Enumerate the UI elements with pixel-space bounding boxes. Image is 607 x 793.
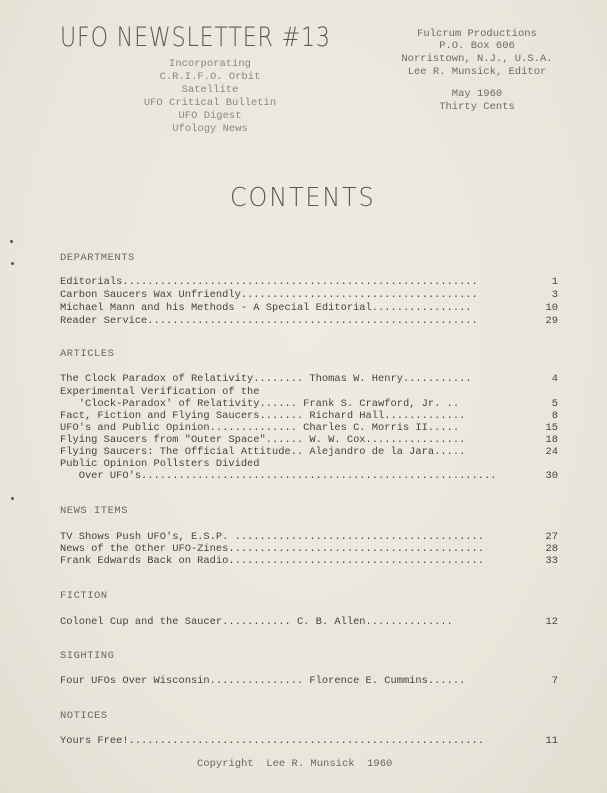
toc-entry: Colonel Cup and the Saucer........... C. B. Allen..............	[60, 616, 453, 628]
toc-entry: Over UFO's.........................................................	[60, 470, 497, 482]
toc-row	[60, 470, 558, 483]
issue-price: Thirty Cents	[439, 101, 515, 113]
toc-row	[60, 276, 558, 289]
toc-row	[60, 373, 558, 386]
incorporated-title: C.R.I.F.O. Orbit	[159, 71, 261, 83]
toc-entry: UFO's and Public Opinion.............. Charles C. Morris II.....	[60, 422, 460, 434]
incorporating-label: Incorporating	[169, 58, 251, 70]
toc-page: 11	[545, 735, 558, 747]
publisher-address: P.O. Box 606	[439, 40, 515, 52]
toc-page: 24	[545, 446, 558, 458]
toc-row	[60, 675, 558, 688]
incorporated-title: UFO Digest	[178, 110, 242, 122]
section-heading-fiction: FICTION	[60, 590, 108, 602]
section-heading-notices: NOTICES	[60, 710, 108, 722]
toc-row	[60, 289, 558, 302]
toc-entry: Editorials.........................................................	[60, 276, 478, 288]
toc-entry: News of the Other UFO-Zines.........................................	[60, 543, 485, 555]
newsletter-title: UFO NEWSLETTER #13	[60, 22, 331, 53]
toc-page: 30	[545, 470, 558, 482]
toc-page: 12	[545, 616, 558, 628]
toc-entry: Fact, Fiction and Flying Saucers....... Richard Hall.............	[60, 410, 466, 422]
toc-page: 18	[545, 434, 558, 446]
toc-row	[60, 315, 558, 328]
toc-page: 28	[545, 543, 558, 555]
incorporated-title: Satellite	[181, 84, 239, 96]
toc-entry: Four UFOs Over Wisconsin............... Florence E. Cummins......	[60, 675, 466, 687]
toc-page: 27	[545, 531, 558, 543]
editor-name: Lee R. Munsick, Editor	[407, 66, 547, 78]
section-heading-news-items: NEWS ITEMS	[60, 505, 129, 517]
toc-page: 10	[545, 302, 558, 314]
punch-mark	[11, 497, 14, 500]
toc-page: 4	[551, 373, 558, 385]
toc-page: 29	[545, 315, 558, 327]
toc-entry: Public Opinion Pollsters Divided	[60, 458, 260, 470]
toc-page: 7	[551, 675, 558, 687]
toc-entry: Yours Free!.........................................................	[60, 735, 485, 747]
publisher-name: Fulcrum Productions	[417, 28, 537, 40]
toc-entry: Michael Mann and his Methods - A Special Editorial................	[60, 302, 472, 314]
contents-heading: CONTENTS	[230, 183, 376, 213]
toc-page: 1	[551, 276, 558, 288]
toc-entry: 'Clock-Paradox' of Relativity...... Frank S. Crawford, Jr. ..	[60, 398, 460, 410]
toc-page: 3	[551, 289, 558, 301]
toc-row	[60, 616, 558, 629]
issue-date: May 1960	[451, 88, 503, 100]
toc-entry: The Clock Paradox of Relativity........ Thomas W. Henry...........	[60, 373, 472, 385]
toc-page: 15	[545, 422, 558, 434]
toc-entry: Frank Edwards Back on Radio.........................................	[60, 555, 485, 567]
toc-entry: Flying Saucers: The Official Attitude.. Alejandro de la Jara.....	[60, 446, 466, 458]
toc-row	[60, 302, 558, 315]
toc-entry: Reader Service.....................................................	[60, 315, 478, 327]
incorporated-title: UFO Critical Bulletin	[143, 97, 277, 109]
toc-row	[60, 555, 558, 568]
toc-entry: Flying Saucers from "Outer Space"...... W. W. Cox................	[60, 434, 466, 446]
section-heading-departments: DEPARTMENTS	[60, 252, 135, 264]
toc-page: 5	[551, 398, 558, 410]
toc-page: 8	[551, 410, 558, 422]
copyright-notice: Copyright Lee R. Munsick 1960	[197, 758, 393, 770]
incorporated-title: Ufology News	[172, 123, 248, 135]
punch-mark	[11, 262, 14, 265]
toc-entry: Experimental Verification of the	[60, 386, 260, 398]
toc-entry: TV Shows Push UFO's, E.S.P. ........................................	[60, 531, 485, 543]
toc-row	[60, 735, 558, 748]
punch-mark	[10, 240, 13, 243]
section-heading-sighting: SIGHTING	[60, 650, 115, 662]
publisher-city: Norristown, N.J., U.S.A.	[401, 53, 553, 65]
toc-page: 33	[545, 555, 558, 567]
toc-entry: Carbon Saucers Wax Unfriendly......................................	[60, 289, 478, 301]
section-heading-articles: ARTICLES	[60, 348, 115, 360]
